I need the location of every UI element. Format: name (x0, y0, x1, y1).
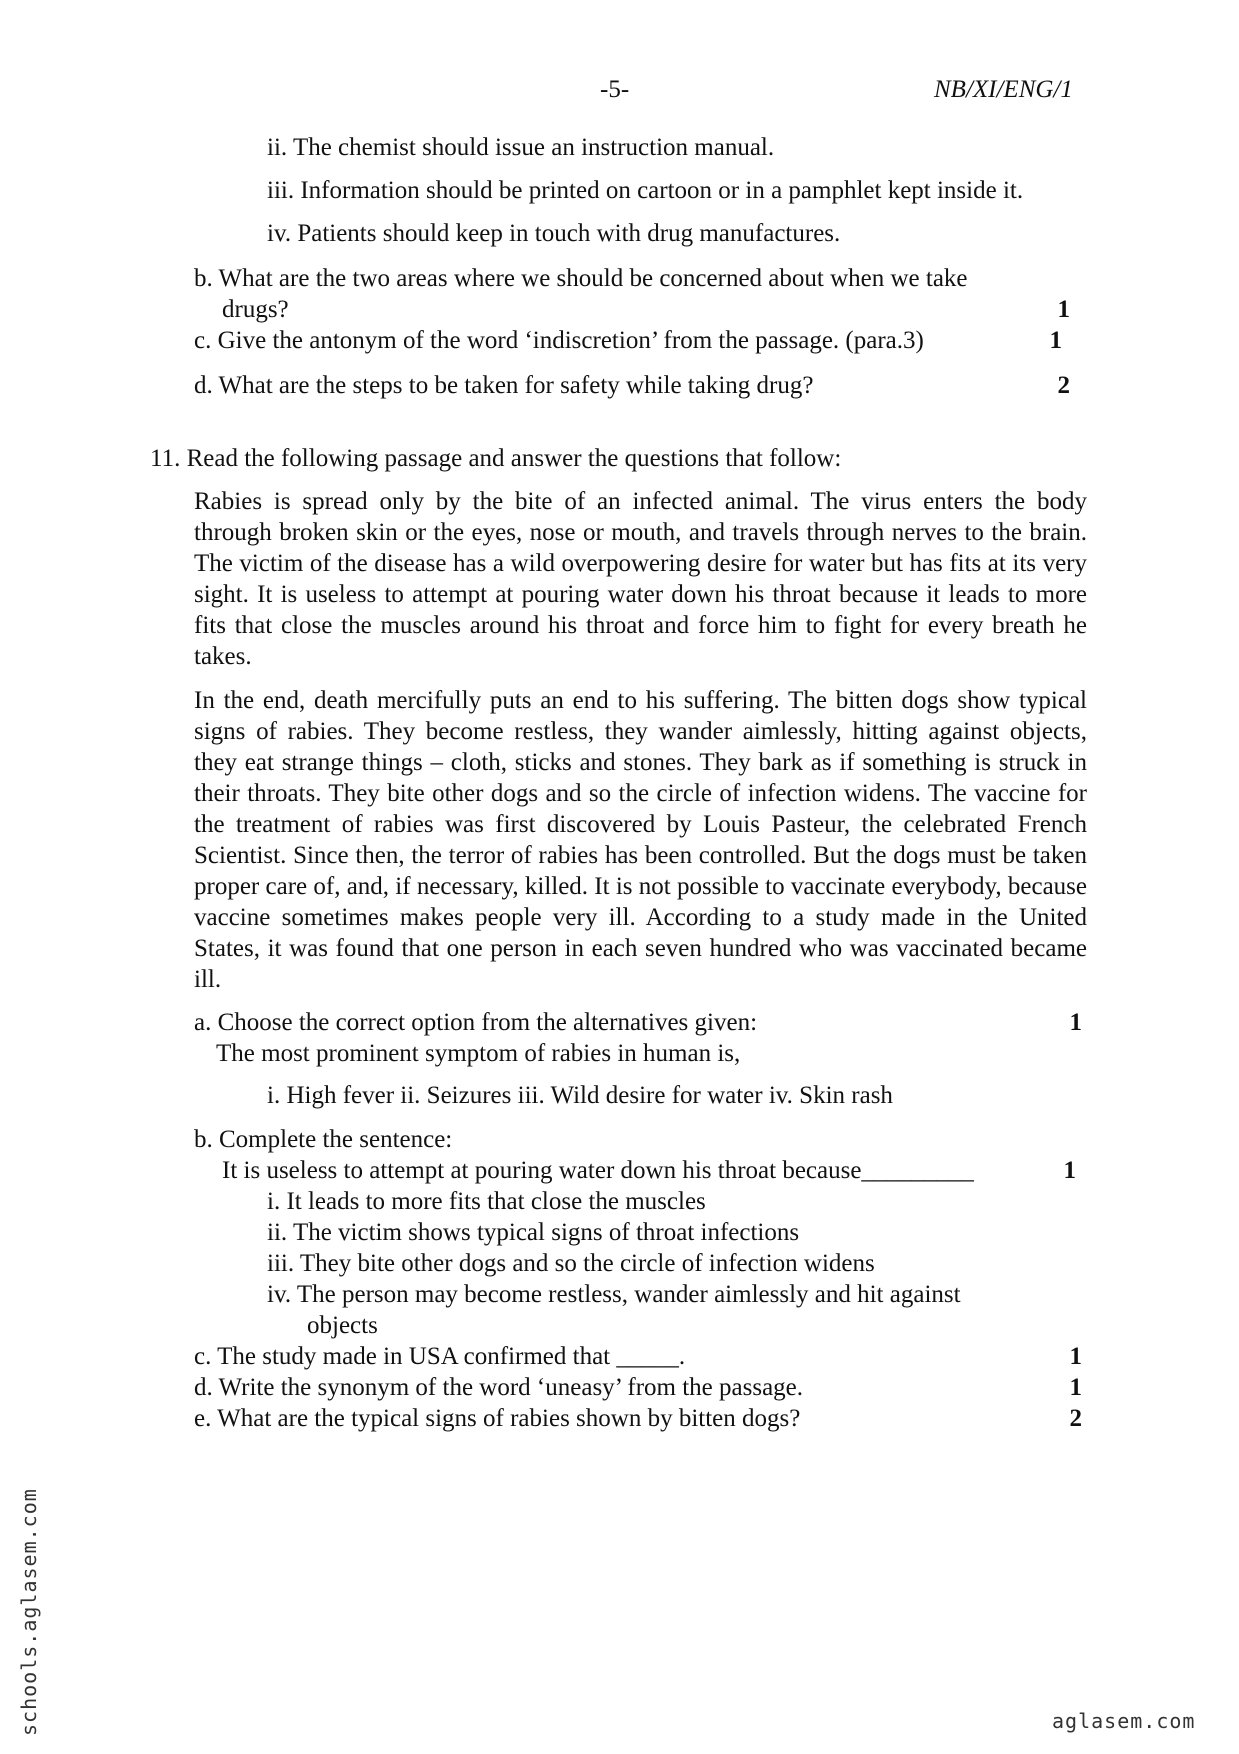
q11-b-option-i: i. It leads to more fits that close the muscles (267, 1188, 706, 1215)
q11-passage-paragraph-2: In the end, death mercifully puts an end to his suffering. The bitten dogs show typical signs of rabies. They become restless, they wander aimlessly, hitting against objects, they eat strange things – cloth, sticks and stones. They bark as if something is struck in their throats. They bite other dogs and so the circle of infection widens. The vaccine for the treatment of rabies was first discovered by Louis Pasteur, the celebrated French Scientist. Since then, the terror of rabies has been controlled. But the dogs must be taken proper care of, and, if necessary, killed. It is not possible to vaccinate everybody, because vaccine sometimes makes people very ill. According to a study made in the United States, it was found that one person in each seven hundred who was vaccinated became ill. (194, 687, 1087, 993)
q11-passage-paragraph-1: Rabies is spread only by the bite of an infected animal. The virus enters the body through broken skin or the eyes, nose or mouth, and travels through nerves to the brain. The victim of the disease has a wild overpowering desire for water but has fits at its very sight. It is useless to attempt at pouring water down his throat because it leads to more fits that close the muscles around his throat and force him to fight for every breath he takes. (194, 488, 1087, 670)
q11-a-marks: 1 (1069, 1009, 1082, 1036)
q11-b-marks: 1 (1063, 1157, 1076, 1184)
q11-b: b. Complete the sentence: (194, 1126, 453, 1153)
q11-c-marks: 1 (1069, 1343, 1082, 1370)
paper-code: NB/XI/ENG/1 (934, 76, 1073, 103)
q11-d-marks: 1 (1069, 1374, 1082, 1401)
q11-c: c. The study made in USA confirmed that _____. (194, 1343, 686, 1370)
footer-watermark: aglasem.com (1052, 1709, 1196, 1733)
q11-heading: 11. Read the following passage and answer the questions that follow: (150, 445, 842, 472)
q11-b-option-iii: iii. They bite other dogs and so the circle of infection widens (267, 1250, 875, 1277)
q11-b-option-iv: iv. The person may become restless, wander aimlessly and hit against (267, 1281, 961, 1308)
q11-b-option-ii: ii. The victim shows typical signs of throat infections (267, 1219, 800, 1246)
q10-option-ii: ii. The chemist should issue an instruction manual. (267, 134, 775, 161)
q11-a-prompt: The most prominent symptom of rabies in human is, (216, 1040, 741, 1067)
page-number: -5- (600, 76, 630, 103)
q11-e-marks: 2 (1069, 1405, 1082, 1432)
q11-b-option-iv-continued: objects (307, 1312, 378, 1339)
q10-d: d. What are the steps to be taken for safety while taking drug? (194, 372, 814, 399)
q11-b-prompt: It is useless to attempt at pouring water down his throat because_________ (222, 1157, 974, 1184)
side-watermark: schools.aglasem.com (17, 1488, 41, 1736)
q10-b-marks: 1 (1057, 296, 1070, 323)
q11-a: a. Choose the correct option from the alternatives given: (194, 1009, 758, 1036)
q11-a-options: i. High fever ii. Seizures iii. Wild desire for water iv. Skin rash (267, 1082, 893, 1109)
q10-b-line1: b. What are the two areas where we should be concerned about when we take (194, 265, 968, 292)
q10-b-line2: drugs? (222, 296, 289, 323)
q10-c: c. Give the antonym of the word ‘indiscretion’ from the passage. (para.3) (194, 327, 924, 354)
q10-option-iii: iii. Information should be printed on cartoon or in a pamphlet kept inside it. (267, 177, 1024, 204)
q10-d-marks: 2 (1057, 372, 1070, 399)
q11-e: e. What are the typical signs of rabies shown by bitten dogs? (194, 1405, 801, 1432)
q10-option-iv: iv. Patients should keep in touch with drug manufactures. (267, 220, 841, 247)
q11-d: d. Write the synonym of the word ‘uneasy’ from the passage. (194, 1374, 804, 1401)
q10-c-marks: 1 (1049, 327, 1062, 354)
